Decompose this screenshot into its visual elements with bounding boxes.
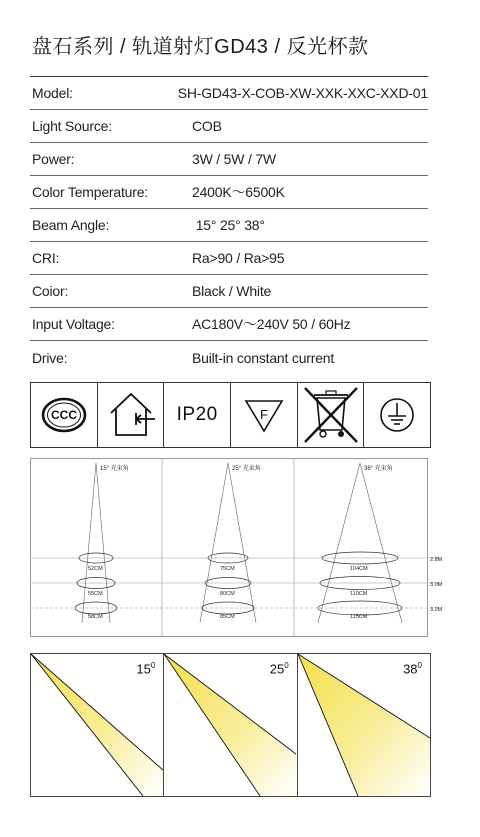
spec-row-drive bbox=[30, 341, 428, 374]
spec-value: 3W / 5W / 7W bbox=[192, 151, 276, 167]
protective-earth-icon bbox=[377, 395, 417, 435]
spec-row-color-temperature bbox=[30, 176, 428, 209]
spec-value: Built-in constant current bbox=[192, 349, 335, 366]
spec-value: SH-GD43-X-COB-XW-XXK-XXC-XXD-01 bbox=[177, 85, 428, 101]
spec-label: Color Temperature: bbox=[32, 184, 148, 200]
beam-angle-label-15 bbox=[136, 661, 155, 676]
beam-15-diameter-1: 52CM bbox=[88, 566, 103, 572]
ccc-text: CCC bbox=[50, 408, 77, 422]
beam-15-label: 15° 光束角 bbox=[100, 466, 129, 472]
spec-label: Light Source: bbox=[32, 118, 112, 134]
spec-value: Black / White bbox=[192, 283, 272, 299]
spec-label: Coior: bbox=[32, 283, 69, 299]
f-mark-text: F bbox=[259, 407, 268, 422]
spec-value: 2400K～6500K bbox=[192, 184, 285, 200]
indoor-use-cell bbox=[98, 383, 165, 447]
spec-row-input-voltage bbox=[30, 308, 428, 341]
spec-row-cri bbox=[30, 242, 428, 275]
page-title: 盘石系列 / 轨道射灯GD43 / 反光杯款 bbox=[32, 36, 369, 58]
beam-38-label: 38° 光束角 bbox=[364, 466, 393, 472]
distance-label-2: 3.0M bbox=[430, 582, 443, 588]
angle-unit: 0 bbox=[417, 661, 422, 670]
ip-rating-text: IP20 bbox=[176, 404, 218, 425]
spec-row-power bbox=[30, 143, 428, 176]
spec-value: 15° 25° 38° bbox=[192, 217, 265, 233]
indoor-use-house-icon bbox=[103, 389, 159, 441]
spec-label: Model: bbox=[32, 85, 73, 101]
beam-38-diameter-2: 110CM bbox=[350, 591, 368, 597]
spec-label: CRI: bbox=[32, 250, 60, 266]
beam-15-diameter-3: 58CM bbox=[88, 614, 103, 620]
spec-row-color bbox=[30, 275, 428, 308]
beam-25-label: 25° 光束角 bbox=[232, 466, 261, 472]
weee-cell bbox=[298, 383, 365, 447]
beam-angle-panel-25 bbox=[164, 654, 297, 796]
beam-spread-diagram bbox=[30, 458, 460, 638]
angle-unit: 0 bbox=[150, 661, 156, 670]
beam-angle-panel-15 bbox=[31, 654, 164, 796]
spec-row-beam-angle bbox=[30, 209, 428, 242]
spec-value: COB bbox=[192, 118, 222, 134]
ccc-certification-icon bbox=[39, 395, 89, 435]
beam-38-diameter-1: 104CM bbox=[350, 566, 368, 572]
ip-rating-cell bbox=[164, 383, 231, 447]
angle-value: 15 bbox=[136, 661, 151, 677]
spec-row-model bbox=[30, 77, 428, 110]
angle-value: 38 bbox=[403, 661, 418, 677]
certification-icons bbox=[30, 382, 431, 448]
spec-label: Drive: bbox=[32, 349, 68, 366]
spec-table bbox=[30, 76, 428, 374]
distance-label-1: 2.8M bbox=[430, 557, 443, 563]
ground-cell bbox=[364, 383, 430, 447]
f-mark-cell bbox=[231, 383, 298, 447]
spec-value: AC180V～240V 50 / 60Hz bbox=[192, 316, 351, 332]
ccc-cell bbox=[31, 383, 98, 447]
distance-label-3: 3.2M bbox=[430, 607, 443, 613]
angle-unit: 0 bbox=[284, 661, 289, 670]
spec-row-light-source bbox=[30, 110, 428, 143]
beam-25-diameter-1: 75CM bbox=[220, 566, 235, 572]
beam-15-diameter-2: 55CM bbox=[88, 591, 103, 597]
beam-25-diameter-3: 85CM bbox=[220, 614, 235, 620]
beam-angle-label-38 bbox=[403, 661, 422, 676]
beam-38-diameter-3: 115CM bbox=[350, 614, 368, 620]
spec-label: Power: bbox=[32, 151, 75, 167]
beam-angle-panel-38 bbox=[298, 654, 430, 796]
beam-25-diameter-2: 80CM bbox=[220, 591, 235, 597]
beam-angle-label-25 bbox=[270, 661, 289, 676]
spec-label: Beam Angle: bbox=[32, 217, 110, 233]
angle-value: 25 bbox=[269, 661, 285, 677]
beam-angle-panels bbox=[30, 653, 431, 797]
crossed-bin-weee-icon bbox=[301, 384, 361, 446]
f-mark-triangle-icon bbox=[242, 395, 286, 435]
spec-label: Input Voltage: bbox=[32, 316, 115, 332]
spec-value: Ra>90 / Ra>95 bbox=[192, 250, 285, 266]
